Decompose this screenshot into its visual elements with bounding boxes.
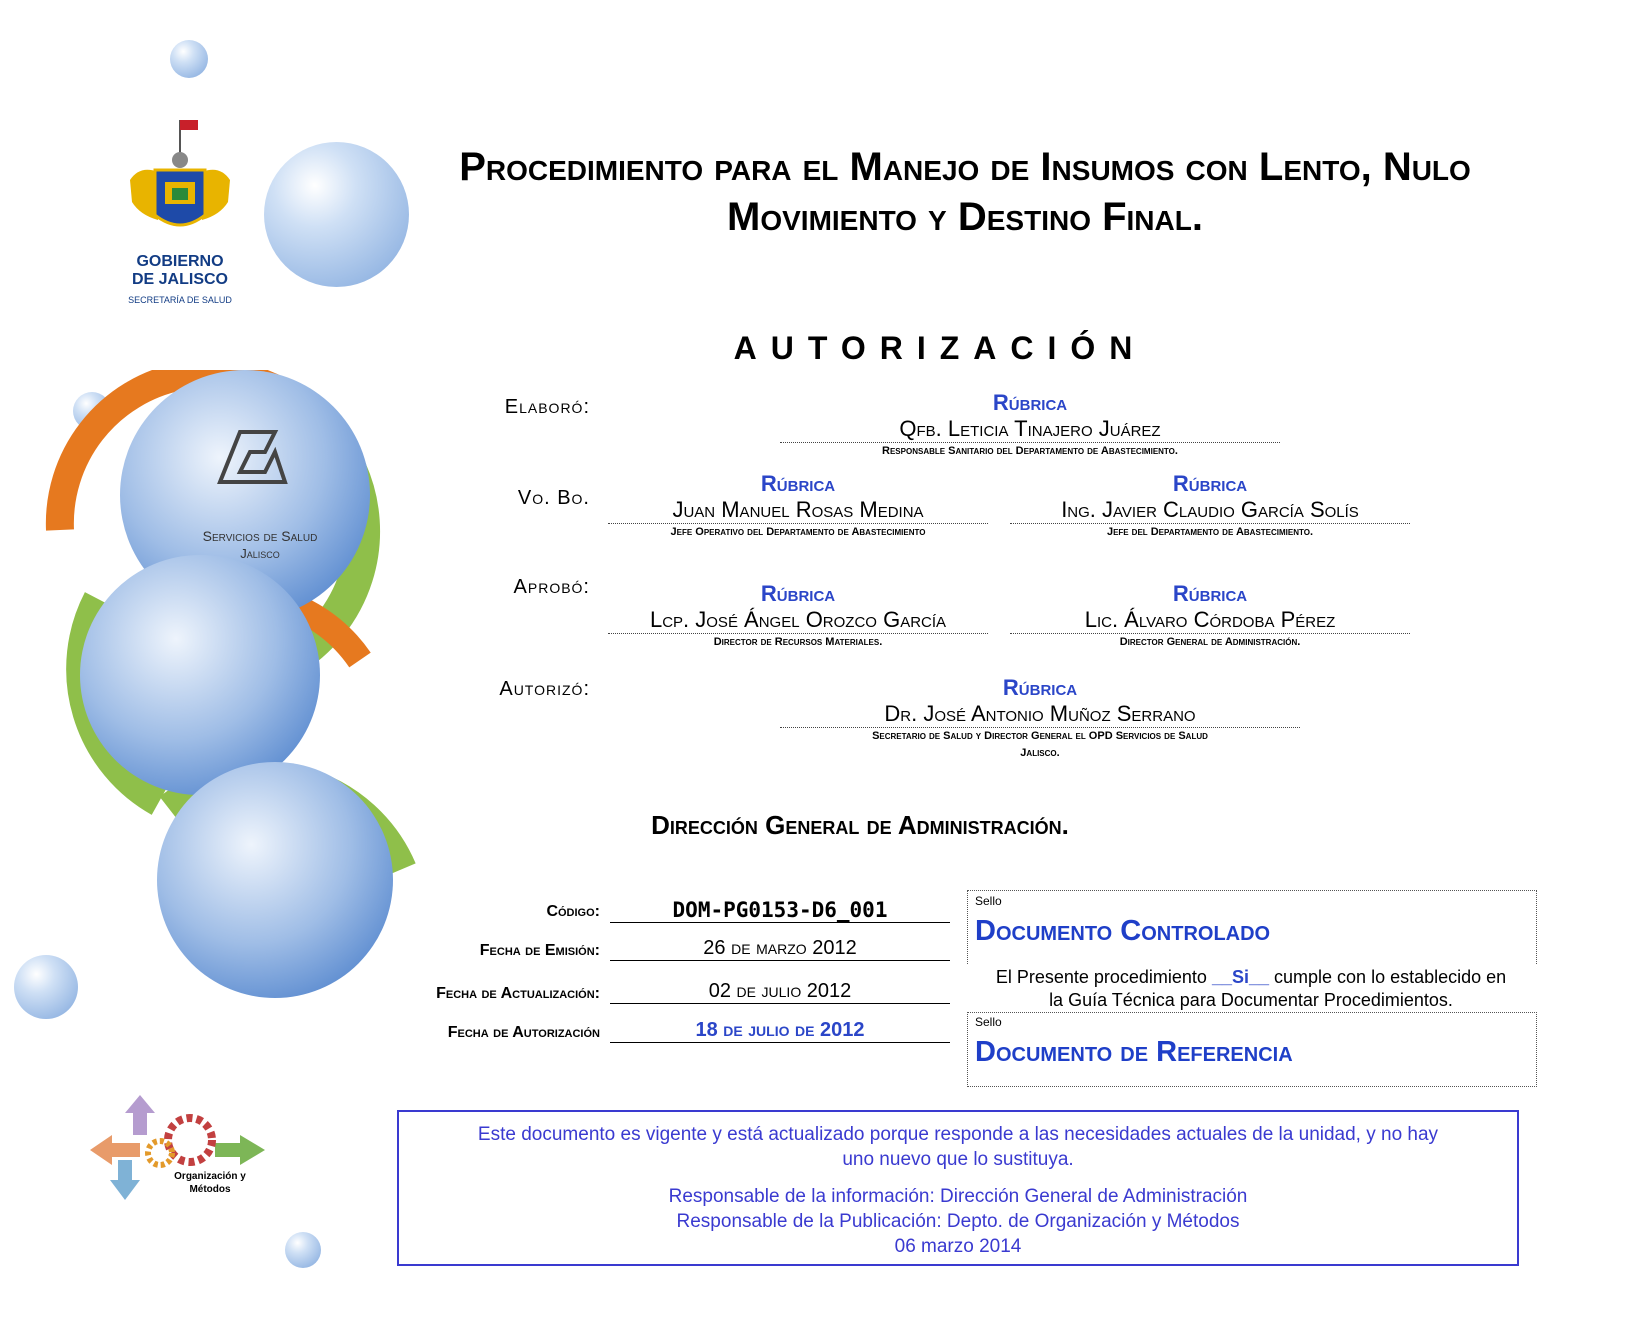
- autorizo-name: Dr. José Antonio Muñoz Serrano: [780, 701, 1300, 728]
- notice-line2: uno nuevo que lo sustituya.: [842, 1149, 1074, 1170]
- autorizo-label: Autorizó:: [499, 678, 590, 700]
- notice-line3: Responsable de la información: Dirección General de Administración: [668, 1186, 1248, 1207]
- elaboro-cargo: Responsable Sanitario del Departamento de Abastecimiento.: [882, 445, 1178, 457]
- document-title: [360, 142, 1570, 242]
- cumplimiento-si: __Si__: [1211, 967, 1270, 987]
- aprobo-right-cargo: Director General de Administración.: [1119, 636, 1301, 648]
- vobo-right-cargo: Jefe del Departamento de Abastecimiento.: [1106, 526, 1314, 538]
- ssj-line2: Jalisco: [240, 546, 280, 561]
- cumplimiento-after: cumple con lo establecido en: [1269, 967, 1507, 987]
- documento-controlado: Documento Controlado: [975, 915, 1271, 947]
- ssj-line1: Servicios de Salud: [202, 528, 318, 544]
- om-line1: Organización y: [174, 1171, 246, 1182]
- jalisco-logo: [110, 110, 250, 310]
- codigo-value: DOM-PG0153-D6_001: [610, 898, 950, 923]
- aprobo-left-cargo: Director de Recursos Materiales.: [713, 636, 883, 648]
- direccion-heading: Dirección General de Administración.: [651, 810, 1069, 840]
- decor-bubble-top: [170, 40, 208, 78]
- om-line2: Métodos: [189, 1184, 231, 1195]
- coat-of-arms-icon: [110, 110, 250, 250]
- vobo-right-name: Ing. Javier Claudio García Solís: [1010, 497, 1410, 524]
- vobo-left-rubrica: Rúbrica: [760, 471, 836, 496]
- autorizacion-fecha-value: 18 de julio de 2012: [610, 1019, 950, 1043]
- autorizacion-heading: AUTORIZACIÓN: [733, 330, 1147, 366]
- cumplimiento-before: El Presente procedimiento: [995, 967, 1212, 987]
- circle-middle: [80, 555, 320, 795]
- vobo-left-cargo: Jefe Operativo del Departamento de Abastecimiento: [670, 526, 926, 538]
- codigo-label: Código:: [546, 903, 600, 920]
- actualizacion-label: Fecha de Actualización:: [436, 985, 600, 1002]
- vobo-label: Vo. Bo.: [517, 487, 590, 509]
- vobo-left-name: Juan Manuel Rosas Medina: [608, 497, 988, 524]
- sello-referencia-label: Sello: [975, 1015, 1002, 1029]
- elaboro-rubrica: Rúbrica: [992, 390, 1068, 415]
- actualizacion-value: 02 de julio 2012: [610, 980, 950, 1004]
- circle-bottom: [157, 762, 393, 998]
- cycle-arrows-graphic: [20, 370, 420, 1030]
- logo-line3: SECRETARÍA DE SALUD: [128, 295, 232, 305]
- documento-referencia: Documento de Referencia: [975, 1036, 1293, 1068]
- elaboro-name: Qfb. Leticia Tinajero Juárez: [780, 416, 1280, 443]
- aprobo-right-rubrica: Rúbrica: [1172, 581, 1248, 606]
- cumplimiento-line2: la Guía Técnica para Documentar Procedimientos.: [1049, 990, 1453, 1010]
- logo-line2: DE JALISCO: [131, 271, 228, 288]
- aprobo-left-name: Lcp. José Ángel Orozco García: [608, 607, 988, 634]
- title-line2: Movimiento y Destino Final.: [727, 195, 1203, 239]
- sello-controlado-label: Sello: [975, 894, 1002, 908]
- aprobo-label: Aprobó:: [513, 576, 590, 598]
- aprobo-right-name: Lic. Álvaro Córdoba Pérez: [1010, 607, 1410, 634]
- elaboro-label: Elaboró:: [504, 396, 590, 418]
- vigencia-notice: [397, 1110, 1519, 1266]
- autorizo-rubrica: Rúbrica: [1002, 675, 1078, 700]
- vobo-right-rubrica: Rúbrica: [1172, 471, 1248, 496]
- emision-label: Fecha de Emisión:: [479, 942, 600, 959]
- autorizacion-fecha-label: Fecha de Autorización: [447, 1024, 600, 1041]
- autorizo-cargo-line2: Jalisco.: [1020, 747, 1060, 759]
- aprobo-left-rubrica: Rúbrica: [760, 581, 836, 606]
- notice-line4: Responsable de la Publicación: Depto. de Organización y Métodos: [676, 1211, 1240, 1232]
- autorizo-cargo-line1: Secretario de Salud y Director General el OPD Servicios de Salud: [872, 730, 1208, 742]
- emision-value: 26 de marzo 2012: [610, 937, 950, 961]
- decor-bubble-bottom: [285, 1232, 321, 1268]
- cumplimiento-text: [967, 966, 1535, 1012]
- notice-line1: Este documento es vigente y está actualizado porque responde a las necesidades actuales de la unidad, y no hay: [477, 1124, 1439, 1145]
- notice-line5: 06 marzo 2014: [894, 1236, 1022, 1257]
- title-line1: Procedimiento para el Manejo de Insumos con Lento, Nulo: [459, 145, 1471, 189]
- logo-line1: GOBIERNO: [136, 253, 224, 270]
